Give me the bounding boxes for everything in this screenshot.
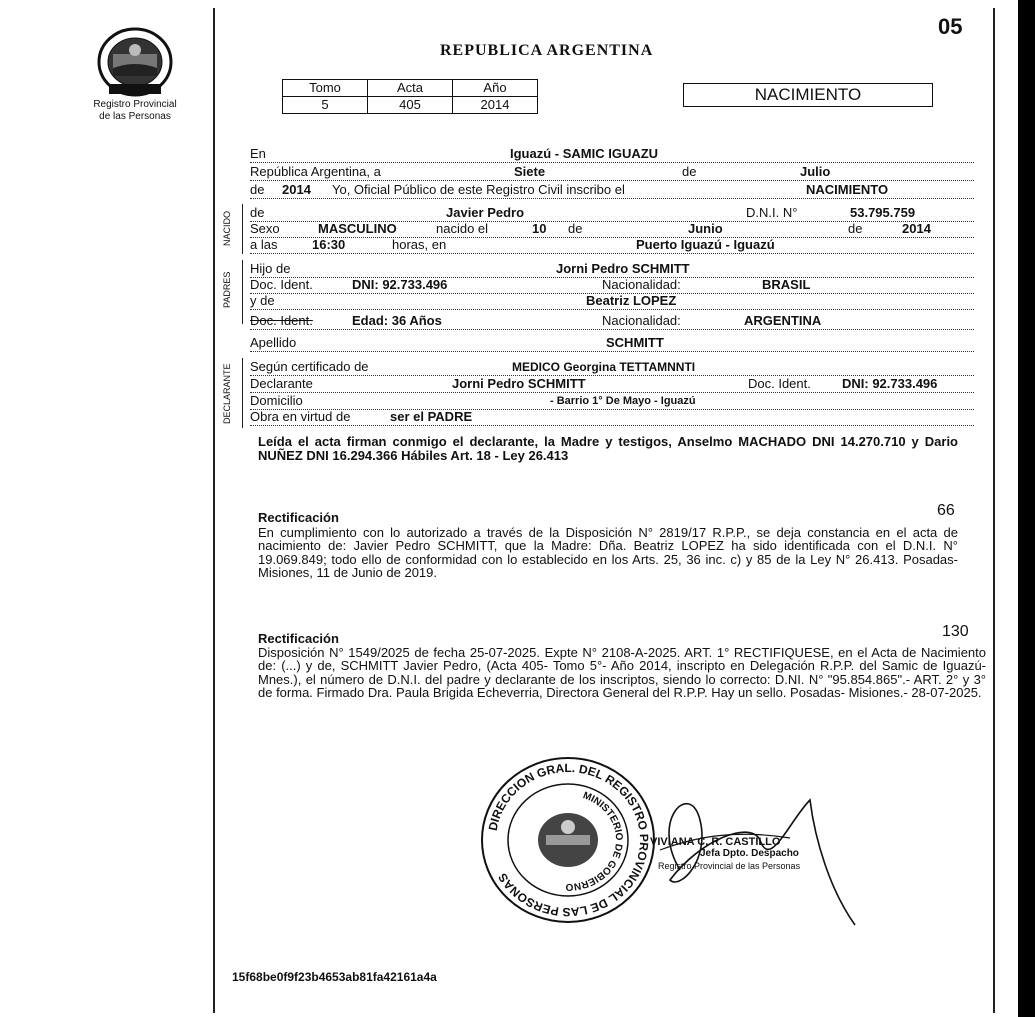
signature-role: Jefa Dpto. Despacho <box>700 848 799 859</box>
label-sexo: Sexo <box>250 221 280 236</box>
value-padre: Jorni Pedro SCHMITT <box>556 261 690 276</box>
country-title: REPUBLICA ARGENTINA <box>440 42 654 59</box>
label-padre-doc: Doc. Ident. <box>250 277 313 292</box>
signature-icon <box>640 780 860 940</box>
label-republica: República Argentina, a <box>250 164 381 179</box>
label-hijo: Hijo de <box>250 261 291 276</box>
value-obra: ser el PADRE <box>390 409 473 424</box>
value-en: Iguazú - SAMIC IGUAZU <box>510 146 659 161</box>
value-inscribe: NACIMIENTO <box>806 182 889 197</box>
row-padre-doc <box>250 278 974 294</box>
label-obra: Obra en virtud de <box>250 409 351 424</box>
value-apellido: SCHMITT <box>606 335 664 350</box>
value-lugar: Puerto Iguazú - Iguazú <box>636 237 775 252</box>
row-en <box>250 147 974 163</box>
row-hijo <box>250 262 974 278</box>
value-nacido-anio: 2014 <box>902 221 931 236</box>
row-nacido-sexo <box>250 222 974 238</box>
row-nacido-nombre <box>250 206 974 222</box>
value-nacido-dia: 10 <box>532 221 547 236</box>
value-padre-doc: DNI: 92.733.496 <box>352 277 448 292</box>
act-type-box: NACIMIENTO <box>683 83 933 107</box>
ref-value-tomo: 5 <box>283 97 368 114</box>
rectificacion-1-title: Rectificación <box>258 510 339 525</box>
rectificacion-1-number: 66 <box>937 502 955 519</box>
row-certificado <box>250 360 974 376</box>
rectificacion-2-number: 130 <box>942 623 969 640</box>
value-madre: Beatriz LOPEZ <box>586 293 677 308</box>
declarante-bar <box>242 358 243 428</box>
row-domicilio <box>250 394 974 410</box>
value-nombre: Javier Pedro <box>446 205 525 220</box>
value-mes: Julio <box>800 164 831 179</box>
row-obra <box>250 410 974 426</box>
nacido-bar <box>242 204 243 254</box>
seal-inner-text: MINISTERIO DE GOBIERNO <box>565 790 625 893</box>
label-padre-nac: Nacionalidad: <box>602 277 681 292</box>
value-dni: 53.795.759 <box>850 205 916 220</box>
signature-office: Registro Provincial de las Personas <box>658 861 801 871</box>
official-seal <box>478 755 658 925</box>
label-madre-doc: Doc. Ident. <box>250 313 313 328</box>
label-nacido-de2: de <box>848 221 863 236</box>
firma-paragraph: Leída el acta firman conmigo el declarante, la Madre y testigos, Anselmo MACHADO DNI 14.270.710 y Dario NUÑEZ DNI 16.294.366 Hábiles Art. 18 - Ley 26.413 <box>258 434 958 463</box>
row-declarante <box>250 377 974 393</box>
rectificacion-1-text: En cumplimiento con lo autorizado a través de la Disposición N° 2819/17 R.P.P., se deja constancia en el acta de nacimiento de: Javier Pedro SCHMITT, que la Madre: Dña. Beatriz LOPEZ ha sido identificada con el D.N.I. N° 19.069.849; todo ello de conformidad con lo establecido en los Arts. 25, 36 inc. c) y 85 de la Ley N° 26.413. Posadas- Misiones, 11 de Junio de 2019. <box>258 525 958 581</box>
value-hora: 16:30 <box>312 237 346 252</box>
row-republica <box>250 165 974 181</box>
label-lugar: horas, en <box>392 237 447 252</box>
ref-value-acta: 405 <box>368 97 453 114</box>
round-stamp-icon <box>478 755 658 925</box>
value-nacido-mes: Junio <box>688 221 723 236</box>
label-dni: D.N.I. N° <box>746 205 798 220</box>
document-hash: 15f68be0f9f23b4653ab81fa42161a4a <box>232 970 437 984</box>
label-de-nombre: de <box>250 205 265 220</box>
row-nacido-hora <box>250 238 974 254</box>
label-en: En <box>250 146 266 161</box>
label-y-de: y de <box>250 293 275 308</box>
padres-bar <box>242 260 243 324</box>
label-nacido-de: de <box>568 221 583 236</box>
right-edge-bar <box>1018 0 1035 1017</box>
misiones-seal-icon <box>95 26 175 98</box>
value-padre-nac: BRASIL <box>762 277 811 292</box>
value-madre-doc: Edad: 36 Años <box>352 313 442 328</box>
side-label-declarante: DECLARANTE <box>222 363 232 424</box>
label-apellido: Apellido <box>250 335 297 350</box>
value-declarante: Jorni Pedro SCHMITT <box>452 376 586 391</box>
value-dia: Siete <box>514 164 546 179</box>
rectificacion-2-text: Disposición N° 1549/2025 de fecha 25-07-2025. Expte N° 2108-A-2025. ART. 1° RECTIFIQUESE, en el Acta de Nacimiento de: (...) y de, SCHMITT Javier Pedro, (Acta 405- Tomo 5°- Año 2014, inscripto en Delegación R.P.P. del Samic de Iguazú-Mnes.), el número de D.N.I. del padre y declarante de los inscriptos, siendo lo correcto: D.NI. N° "95.854.865".- ART. 2° y 3° de forma. Firmado Dra. Paula Brigida Echeverria, Directora General del R.P.P. Hay un sello. Posadas- Misiones.- 28-07-2025. <box>258 645 986 701</box>
side-label-nacido: NACIDO <box>222 210 232 246</box>
reference-table <box>282 79 538 114</box>
value-anio: 2014 <box>282 182 311 197</box>
ref-header-anio: Año <box>453 80 538 97</box>
row-apellido <box>250 336 974 352</box>
provincial-logo <box>80 26 190 122</box>
logo-caption-line-2: de las Personas <box>99 111 171 122</box>
row-madre <box>250 294 974 310</box>
value-sexo: MASCULINO <box>318 221 397 236</box>
side-label-padres: PADRES <box>222 271 232 308</box>
value-madre-nac: ARGENTINA <box>744 313 822 328</box>
ref-header-tomo: Tomo <box>283 80 368 97</box>
label-certificado: Según certificado de <box>250 359 369 374</box>
left-margin-line <box>213 8 215 1013</box>
value-certificado: MEDICO Georgina TETTAMNNTI <box>512 360 696 374</box>
page-number: 05 <box>938 14 963 39</box>
right-margin-line <box>993 8 995 1013</box>
row-oficial <box>250 183 974 199</box>
ref-header-acta: Acta <box>368 80 453 97</box>
row-madre-doc <box>250 314 974 330</box>
rectificacion-2-title: Rectificación <box>258 631 339 646</box>
value-domicilio: - Barrio 1° De Mayo - Iguazú <box>550 395 696 407</box>
label-de-anio: de <box>250 182 265 197</box>
value-decl-doc: DNI: 92.733.496 <box>842 376 938 391</box>
label-decl-doc: Doc. Ident. <box>748 376 811 391</box>
label-nacido-el: nacido el <box>436 221 489 236</box>
label-domicilio: Domicilio <box>250 393 303 408</box>
label-hora: a las <box>250 237 278 252</box>
logo-caption-line-1: Registro Provincial <box>93 99 177 110</box>
label-declarante: Declarante <box>250 376 313 391</box>
label-de-mes: de <box>682 164 697 179</box>
seal-ring-text: DIRECCION GRAL. DEL REGISTRO PROVINCIAL DE LAS PERSONAS <box>485 760 652 920</box>
ref-value-anio: 2014 <box>453 97 538 114</box>
label-madre-nac: Nacionalidad: <box>602 313 681 328</box>
signature-name: VIVIANA C. R. CASTILLO <box>650 836 781 848</box>
text-oficial: Yo, Oficial Público de este Registro Civil inscribo el <box>332 182 625 197</box>
